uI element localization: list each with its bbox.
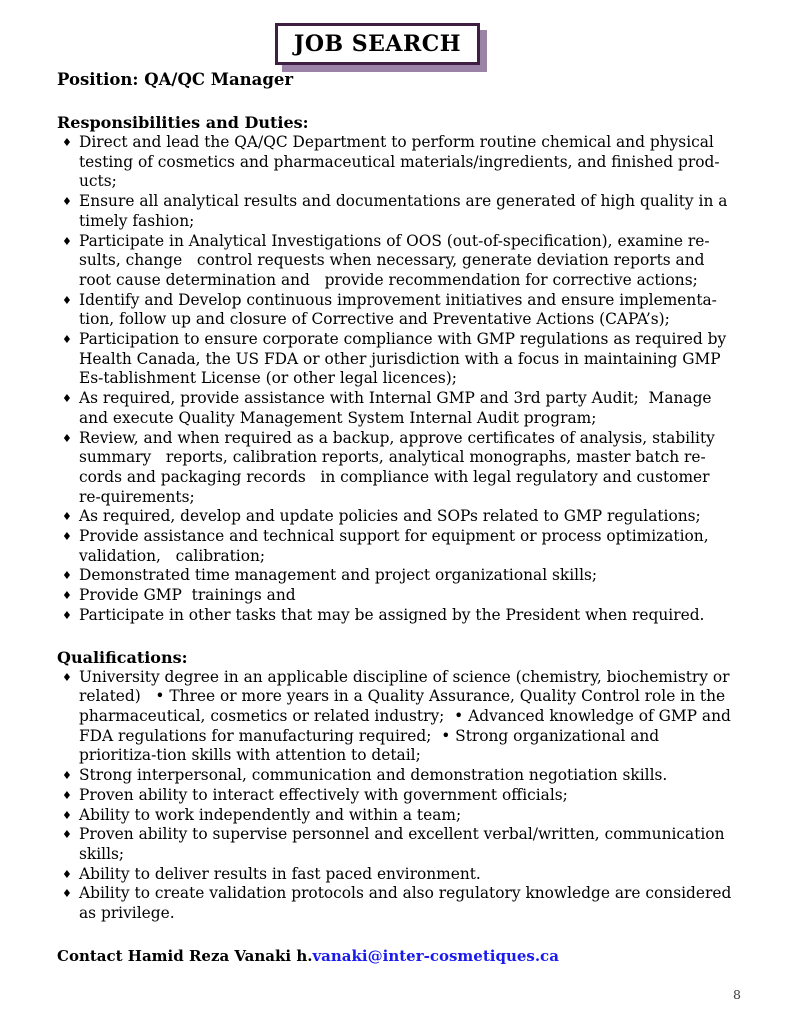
list-item: ♦ Demonstrated time management and project organizational skills; <box>57 566 735 586</box>
contact-name-text: Contact Hamid Reza Vanaki h. <box>57 946 313 965</box>
list-item: ♦ As required, develop and update policies and SOPs related to GMP regulations; <box>57 507 735 527</box>
list-item: ♦ Provide GMP trainings and <box>57 586 735 606</box>
responsibilities-list <box>57 133 735 626</box>
list-item: ♦ Participate in Analytical Investigations of OOS (out-of-specification), examine re-sults, change control requests when necessary, generate deviation reports and root cause determination and provide recommendation for corrective actions; <box>57 232 735 291</box>
list-item: ♦ Participation to ensure corporate compliance with GMP regulations as required by Health Canada, the US FDA or other jurisdiction with a focus in maintaining GMP Es-tablishment License (or other legal licences); <box>57 330 735 389</box>
spacer-before-contact <box>57 924 735 946</box>
list-item: ♦ Review, and when required as a backup, approve certificates of analysis, stability summary reports, calibration reports, analytical monographs, master batch re-cords and packaging records in compliance with legal regulatory and customer re-quirements; <box>57 429 735 508</box>
page-number: 8 <box>733 987 741 1002</box>
qualifications-heading: Qualifications: <box>57 647 188 667</box>
list-item: ♦ Proven ability to interact effectively with government officials; <box>57 786 735 806</box>
list-item: ♦ Ability to work independently and within a team; <box>57 806 735 826</box>
job-search-banner <box>275 23 480 65</box>
list-item: ♦ Direct and lead the QA/QC Department to perform routine chemical and physical testing of cosmetics and pharmaceutical materials/ingredients, and finished prod-ucts; <box>57 133 735 192</box>
banner-box <box>275 23 480 65</box>
list-item: ♦ Ensure all analytical results and documentations are generated of high quality in a timely fashion; <box>57 192 735 231</box>
list-item: ♦ Identify and Develop continuous improvement initiatives and ensure implementa-tion, follow up and closure of Corrective and Preventative Actions (CAPA’s); <box>57 291 735 330</box>
qualifications-list <box>57 668 735 924</box>
contact-line <box>57 946 735 966</box>
contact-email-link[interactable]: vanaki@inter-cosmetiques.ca <box>312 946 559 965</box>
list-item: ♦ Ability to create validation protocols and also regulatory knowledge are considered as privilege. <box>57 884 735 923</box>
list-item: ♦ Participate in other tasks that may be assigned by the President when required. <box>57 606 735 626</box>
list-item: ♦ Strong interpersonal, communication and demonstration negotiation skills. <box>57 766 735 786</box>
list-item: ♦ As required, provide assistance with Internal GMP and 3rd party Audit; Manage and execute Quality Management System Internal Audit program; <box>57 389 735 428</box>
list-item: ♦ University degree in an applicable discipline of science (chemistry, biochemistry or related) • Three or more years in a Quality Assurance, Quality Control role in the pharmaceutical, cosmetics or related industry; • Advanced knowledge of GMP and FDA regulations for manufacturing required; • Strong organizational and prioritiza-tion skills with attention to detail; <box>57 668 735 767</box>
banner-title-text: JOB SEARCH <box>293 31 462 57</box>
list-item: ♦ Ability to deliver results in fast paced environment. <box>57 865 735 885</box>
list-item: ♦ Provide assistance and technical support for equipment or process optimization, validation, calibration; <box>57 527 735 566</box>
spacer-after-position <box>57 90 735 113</box>
spacer-before-qualifications <box>57 626 735 648</box>
position-line: Position: QA/QC Manager <box>57 70 294 89</box>
list-item: ♦ Proven ability to supervise personnel and excellent verbal/written, communication skills; <box>57 825 735 864</box>
document-body <box>57 70 735 966</box>
responsibilities-heading: Responsibilities and Duties: <box>57 113 309 132</box>
